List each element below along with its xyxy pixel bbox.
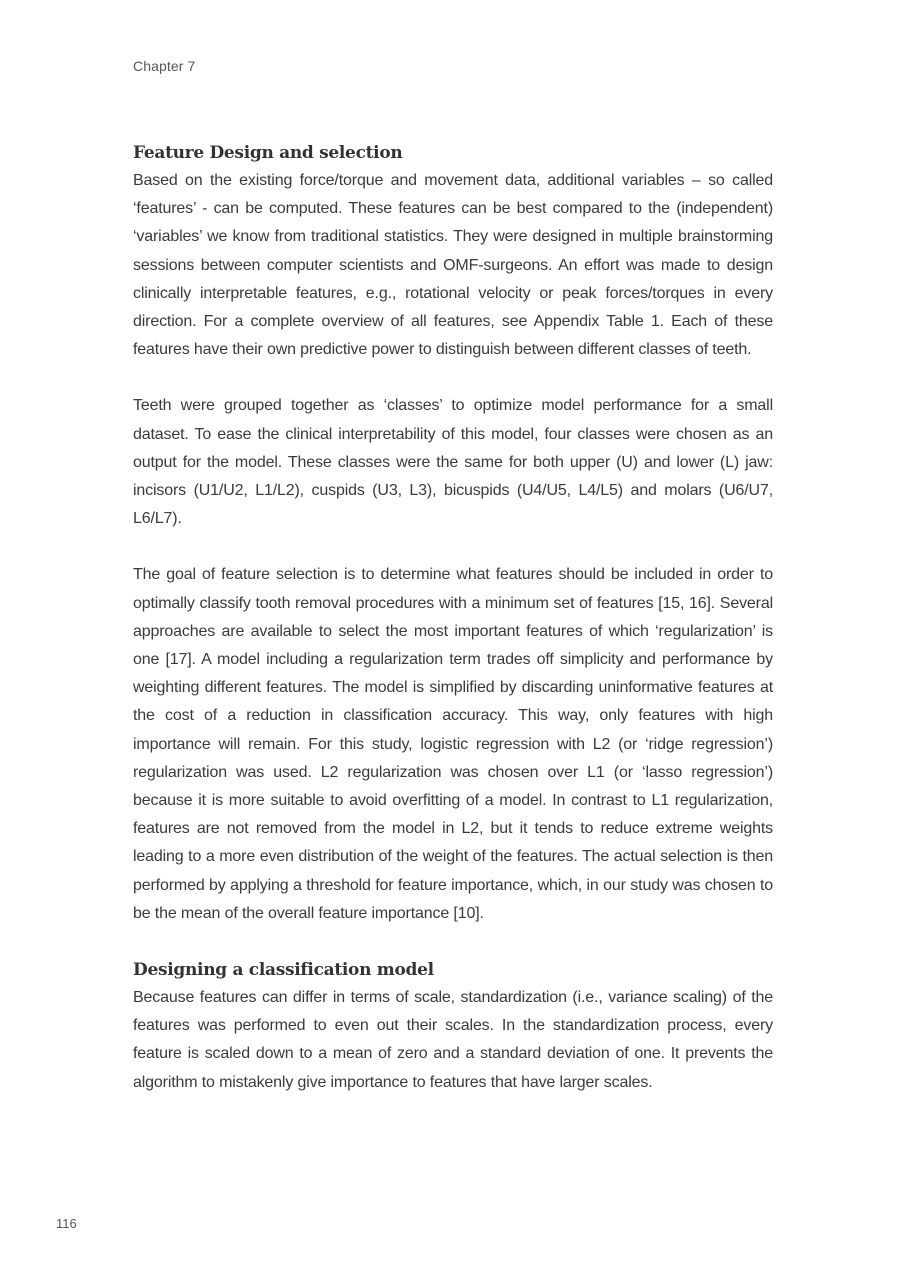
paragraph-spacer — [133, 533, 773, 561]
paragraph: The goal of feature selection is to determine what features should be included in order to optimally classify tooth removal procedures with a minimum set of features [15, 16]. Several approaches are available to select the most important features of which ‘regularization’ is one [17]. A model including a regularization term trades off simplicity and performance by weighting different features. The model is simplified by discarding uninformative features at the cost of a reduction in classification accuracy. This way, only features with high importance will remain. For this study, logistic regression with L2 (or ‘ridge regression’) regularization was used. L2 regularization was chosen over L1 (or ‘lasso regression’) because it is more suitable to avoid overfitting of a model. In contrast to L1 regularization, features are not removed from the model in L2, but it tends to reduce extreme weights leading to a more even distribution of the weight of the features. The actual selection is then performed by applying a threshold for feature importance, which, in our study was chosen to be the mean of the overall feature importance [10]. — [133, 566, 773, 922]
paragraph: Teeth were grouped together as ‘classes’ to optimize model performance for a small dataset. To ease the clinical interpretability of this model, four classes were chosen as an output for the model. These classes were the same for both upper (U) and lower (L) jaw: incisors (U1/U2, L1/L2), cuspids (U3, L3), bicuspids (U4/U5, L4/L5) and molars (U6/U7, L6/L7). — [133, 397, 773, 528]
paragraph-spacer — [133, 928, 773, 956]
page-body — [133, 139, 773, 1097]
running-header: Chapter 7 — [133, 58, 196, 74]
page-number: 116 — [56, 1216, 77, 1231]
paragraph: Because features can differ in terms of scale, standardization (i.e., variance scaling) of the features was performed to even out their scales. In the standardization process, every feature is scaled down to a mean of zero and a standard deviation of one. It prevents the algorithm to mistakenly give importance to features that have larger scales. — [133, 989, 773, 1091]
section-heading-feature-design: Feature Design and selection — [133, 143, 403, 163]
section-heading-classification-model: Designing a classification model — [133, 960, 434, 981]
paragraph-spacer — [133, 364, 773, 392]
paragraph: Based on the existing force/torque and movement data, additional variables – so called ‘features’ - can be computed. These features can be best compared to the (independent) ‘variables’ we know from traditional statistics. They were designed in multiple brainstorming sessions between computer scientists and OMF-surgeons. An effort was made to design clinically interpretable features, e.g., rotational velocity or peak forces/torques in every direction. For a complete overview of all features, see Appendix Table 1. Each of these features have their own predictive power to distinguish between different classes of teeth. — [133, 172, 773, 359]
